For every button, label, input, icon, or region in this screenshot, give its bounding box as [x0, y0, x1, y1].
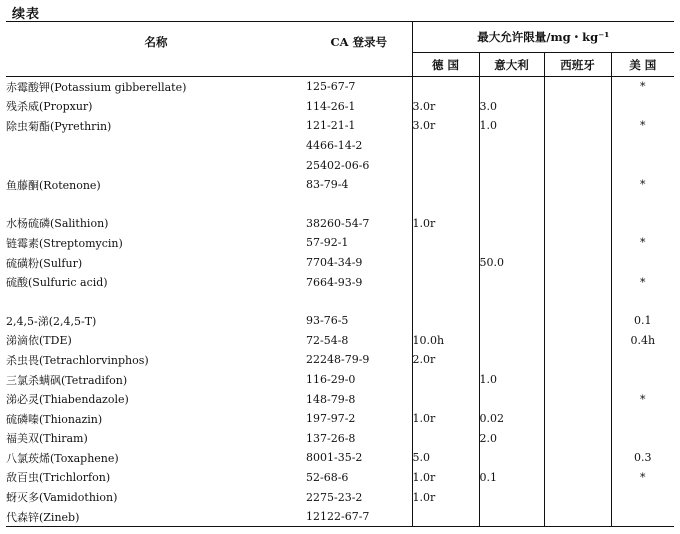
cell-usa — [611, 214, 674, 234]
cell-spain — [544, 136, 611, 156]
cell-germany — [412, 233, 479, 253]
cell-usa: 0.1 — [611, 311, 674, 331]
cell-spain — [544, 292, 611, 311]
cell-name — [6, 136, 306, 156]
cell-italy — [479, 136, 544, 156]
cell-usa — [611, 370, 674, 390]
cell-usa — [611, 136, 674, 156]
cell-cas: 38260-54-7 — [306, 216, 370, 230]
table-row — [6, 350, 674, 370]
cell-spain — [544, 214, 611, 234]
cell-italy — [479, 77, 544, 97]
cell-italy — [479, 233, 544, 253]
table-row — [6, 409, 674, 429]
cell-italy — [479, 175, 544, 195]
cell-cas: 2275-23-2 — [306, 490, 363, 504]
table-row — [6, 272, 674, 292]
cell-name: 代森锌(Zineb) — [6, 507, 306, 527]
cell-name: 除虫菊酯(Pyrethrin) — [6, 119, 112, 133]
cell-germany — [412, 311, 479, 331]
cell-name: 福美双(Thiram) — [6, 432, 88, 446]
cell-germany — [412, 195, 479, 214]
cell-italy — [479, 155, 544, 175]
column-header-cas: CA 登录号 — [306, 22, 412, 77]
cell-name: 鱼藤酮(Rotenone) — [6, 178, 101, 192]
cell-italy: 0.02 — [479, 409, 544, 429]
cell-spain — [544, 116, 611, 136]
cell-germany — [412, 155, 479, 175]
cell-spain — [544, 429, 611, 449]
table-row — [6, 389, 674, 409]
cell-spain — [544, 195, 611, 214]
cell-germany — [412, 175, 479, 195]
cell-usa — [611, 487, 674, 507]
table-row — [6, 175, 674, 195]
cell-spain — [544, 487, 611, 507]
cell-spain — [544, 77, 611, 97]
cell-name — [6, 195, 306, 214]
table-caption: 续表 — [12, 7, 41, 22]
table-row — [6, 155, 674, 175]
cell-name: 硫磺粉(Sulfur) — [6, 256, 83, 270]
table-row — [6, 507, 674, 527]
cell-spain — [544, 233, 611, 253]
cell-cas: 83-79-4 — [306, 178, 349, 192]
cell-germany: 1.0r — [412, 409, 479, 429]
cell-cas: 93-76-5 — [306, 314, 349, 328]
cell-germany — [412, 292, 479, 311]
cell-italy: 0.1 — [479, 468, 544, 488]
cell-italy — [479, 507, 544, 527]
cell-cas — [306, 292, 412, 311]
cell-germany: 2.0r — [412, 350, 479, 370]
cell-usa: * — [611, 175, 674, 195]
table-row — [6, 448, 674, 468]
cell-cas: 7704-34-9 — [306, 256, 363, 270]
spacer-row — [6, 292, 674, 311]
cell-italy: 1.0 — [479, 370, 544, 390]
cell-cas: 114-26-1 — [306, 99, 356, 113]
cell-cas: 12122-67-7 — [306, 507, 412, 527]
cell-name: 残杀威(Propxur) — [6, 100, 93, 114]
cell-spain — [544, 389, 611, 409]
cell-name: 硫酸(Sulfuric acid) — [6, 276, 108, 290]
table-row — [6, 233, 674, 253]
cell-spain — [544, 175, 611, 195]
cell-spain — [544, 370, 611, 390]
cell-cas: 25402-06-6 — [306, 158, 370, 172]
column-header-usa: 美 国 — [611, 53, 674, 77]
table-row — [6, 136, 674, 156]
cell-spain — [544, 155, 611, 175]
cell-cas: 148-79-8 — [306, 392, 356, 406]
cell-name — [6, 292, 306, 311]
cell-italy — [479, 350, 544, 370]
cell-name: 涕必灵(Thiabendazole) — [6, 393, 129, 407]
cell-usa: * — [611, 272, 674, 292]
cell-cas: 125-67-7 — [306, 80, 356, 94]
column-header-spain: 西班牙 — [544, 53, 611, 77]
table-row — [6, 370, 674, 390]
cell-cas: 57-92-1 — [306, 236, 349, 250]
cell-name: 赤霉酸钾(Potassium gibberellate) — [6, 80, 187, 94]
table-row — [6, 97, 674, 117]
cell-italy: 2.0 — [479, 429, 544, 449]
table-row — [6, 429, 674, 449]
cell-usa — [611, 292, 674, 311]
cell-germany: 3.0r — [412, 116, 479, 136]
column-header-name: 名称 — [6, 22, 306, 77]
cell-germany: 1.0r — [412, 214, 479, 234]
cell-usa: * — [611, 116, 674, 136]
cell-spain — [544, 448, 611, 468]
table-row — [6, 214, 674, 234]
cell-germany — [412, 429, 479, 449]
cell-italy — [479, 311, 544, 331]
cell-usa — [611, 507, 674, 527]
column-header-limit-group: 最大允许限量/mg・kg⁻¹ — [412, 22, 674, 53]
cell-italy: 3.0 — [479, 97, 544, 117]
cell-cas: 72-54-8 — [306, 333, 349, 347]
cell-usa: * — [611, 389, 674, 409]
table-body — [6, 77, 674, 527]
cell-spain — [544, 311, 611, 331]
cell-spain — [544, 409, 611, 429]
cell-cas: 7664-93-9 — [306, 275, 363, 289]
cell-cas: 4466-14-2 — [306, 139, 363, 153]
spacer-row — [6, 195, 674, 214]
cell-germany — [412, 253, 479, 273]
cell-name: 涕滴依(TDE) — [6, 334, 72, 348]
cell-germany: 1.0r — [412, 487, 479, 507]
table-row — [6, 468, 674, 488]
cell-spain — [544, 97, 611, 117]
cell-name: 杀虫畏(Tetrachlorvinphos) — [6, 353, 149, 367]
cell-germany — [412, 136, 479, 156]
cell-spain — [544, 253, 611, 273]
cell-italy — [479, 389, 544, 409]
cell-name: 链霉素(Streptomycin) — [6, 236, 123, 250]
cell-name: 2,4,5-涕(2,4,5-T) — [6, 314, 97, 328]
cell-italy: 1.0 — [479, 116, 544, 136]
cell-usa: * — [611, 468, 674, 488]
cell-usa — [611, 155, 674, 175]
cell-italy — [479, 292, 544, 311]
cell-italy — [479, 214, 544, 234]
cell-germany: 5.0 — [412, 448, 479, 468]
cell-usa: 0.4h — [611, 331, 674, 351]
cell-germany — [412, 77, 479, 97]
cell-usa — [611, 350, 674, 370]
cell-name — [6, 155, 306, 175]
cell-spain — [544, 350, 611, 370]
cell-italy — [479, 448, 544, 468]
cell-cas: 116-29-0 — [306, 373, 356, 387]
cell-germany: 3.0r — [412, 97, 479, 117]
cell-name: 八氯莰烯(Toxaphene) — [6, 451, 119, 465]
cell-usa: * — [611, 233, 674, 253]
table-row — [6, 253, 674, 273]
cell-cas: 121-21-1 — [306, 119, 356, 133]
cell-germany — [412, 272, 479, 292]
cell-italy — [479, 331, 544, 351]
cell-usa — [611, 253, 674, 273]
cell-usa — [611, 429, 674, 449]
cell-usa — [611, 97, 674, 117]
table-row — [6, 311, 674, 331]
cell-name: 敌百虫(Trichlorfon) — [6, 471, 111, 485]
table-row — [6, 331, 674, 351]
cell-name: 水杨硫磷(Salithion) — [6, 217, 109, 231]
cell-cas: 197-97-2 — [306, 412, 356, 426]
cell-usa — [611, 195, 674, 214]
cell-germany — [412, 507, 479, 527]
cell-spain — [544, 507, 611, 527]
cell-name: 蚜灭多(Vamidothion) — [6, 491, 118, 505]
cell-usa: * — [611, 77, 674, 97]
residue-limits-table — [6, 21, 674, 527]
cell-germany — [412, 389, 479, 409]
cell-cas: 8001-35-2 — [306, 451, 363, 465]
cell-cas: 137-26-8 — [306, 431, 356, 445]
cell-usa: 0.3 — [611, 448, 674, 468]
cell-italy — [479, 195, 544, 214]
cell-usa — [611, 409, 674, 429]
column-header-germany: 德 国 — [412, 53, 479, 77]
column-header-italy: 意大利 — [479, 53, 544, 77]
cell-cas: 52-68-6 — [306, 470, 349, 484]
cell-italy — [479, 487, 544, 507]
cell-name: 硫磷嗪(Thionazin) — [6, 412, 103, 426]
cell-italy: 50.0 — [479, 253, 544, 273]
cell-cas — [306, 195, 412, 214]
table-row — [6, 116, 674, 136]
cell-spain — [544, 272, 611, 292]
cell-germany: 1.0r — [412, 468, 479, 488]
cell-cas: 22248-79-9 — [306, 353, 370, 367]
cell-name: 三氯杀螨砜(Tetradifon) — [6, 373, 128, 387]
cell-italy — [479, 272, 544, 292]
cell-germany: 10.0h — [412, 331, 479, 351]
cell-germany — [412, 370, 479, 390]
cell-spain — [544, 468, 611, 488]
table-row — [6, 77, 674, 97]
table-row — [6, 487, 674, 507]
cell-spain — [544, 331, 611, 351]
